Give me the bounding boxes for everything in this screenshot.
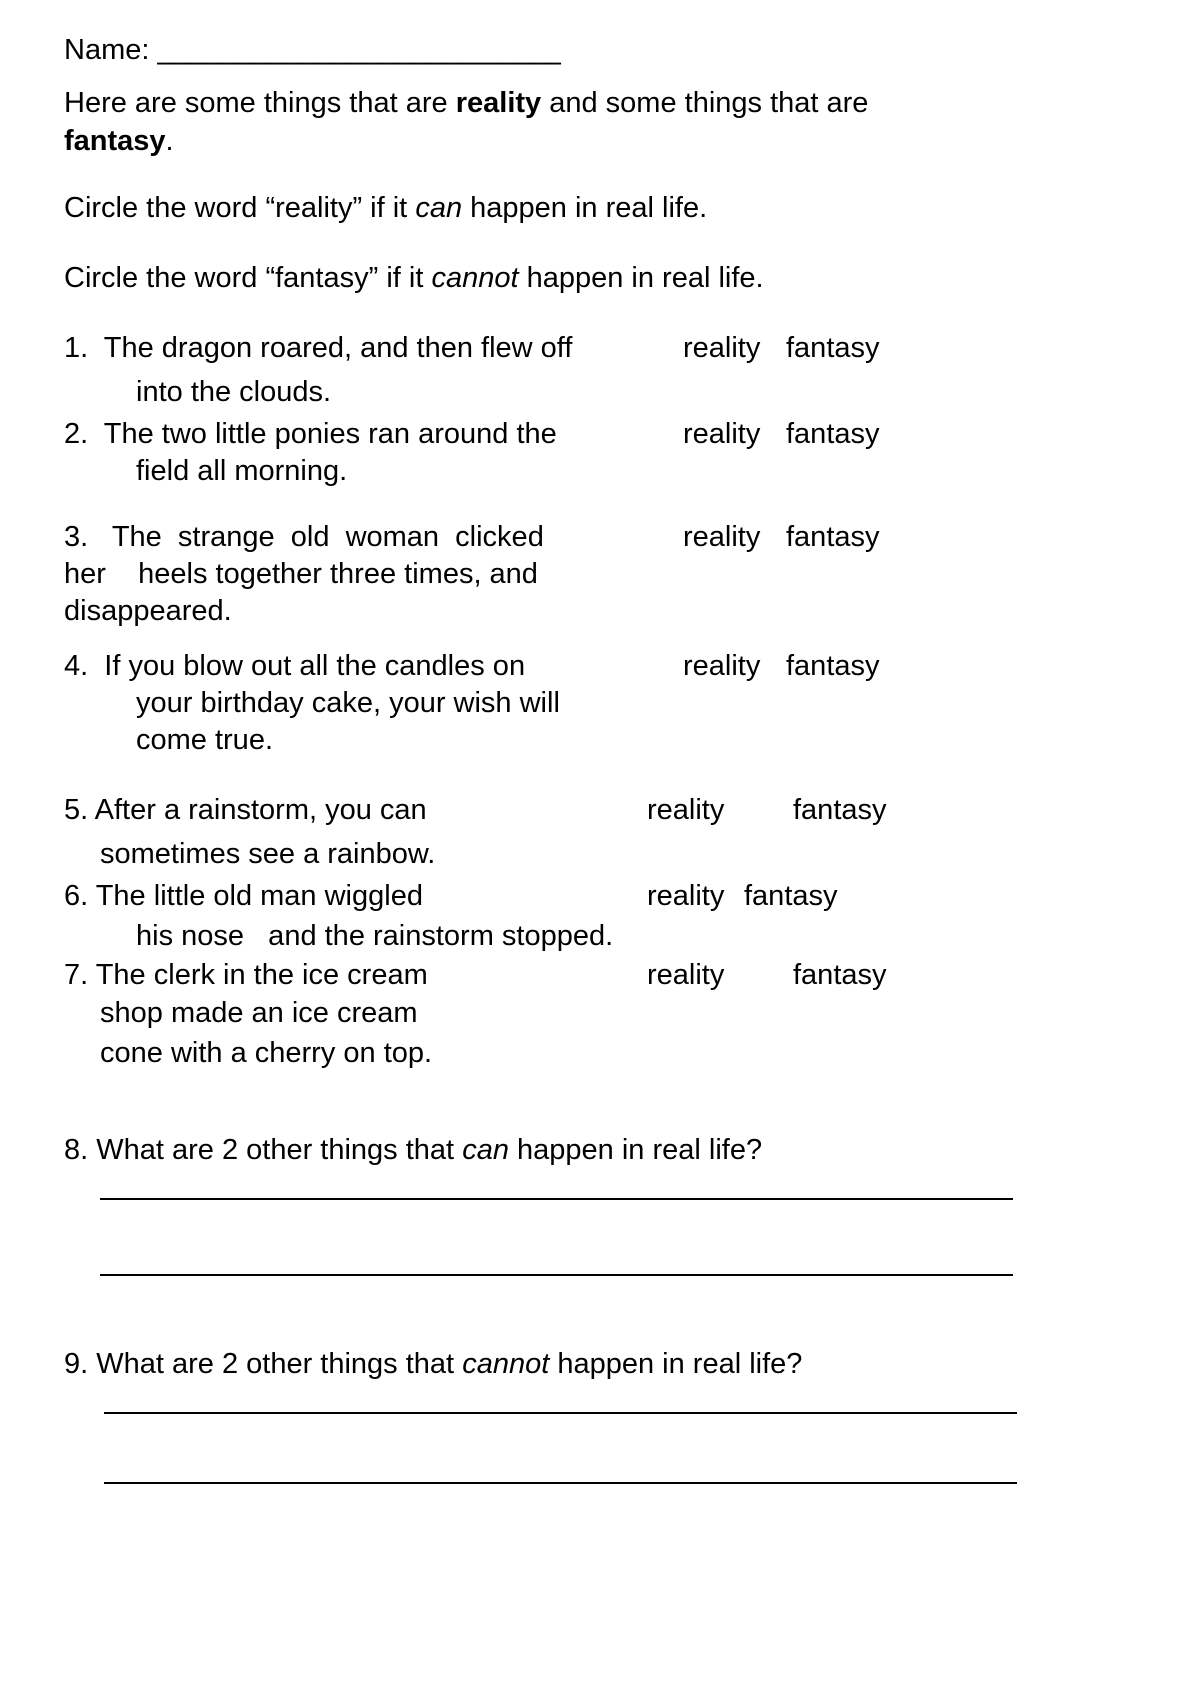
question-text: 6. The little old man wiggled <box>64 880 423 912</box>
intro-fantasy-word: fantasy <box>64 125 166 157</box>
question-text: disappeared. <box>64 595 232 627</box>
fantasy-choice[interactable]: fantasy <box>793 959 887 991</box>
question-text: happen in real life? <box>557 1348 803 1380</box>
question-text: sometimes see a rainbow. <box>100 838 436 870</box>
question-text: his nose and the rainstorm stopped. <box>136 920 614 952</box>
intro-line-2 <box>64 127 174 156</box>
reality-choice[interactable]: reality <box>683 650 761 682</box>
question-emphasis: cannot <box>462 1348 550 1380</box>
instruction-emphasis: can <box>415 192 463 224</box>
open-question-text <box>64 1136 762 1165</box>
intro-text-2: and some things that are <box>549 87 869 119</box>
question-text: cone with a cherry on top. <box>100 1037 433 1069</box>
reality-choice[interactable]: reality <box>683 418 761 450</box>
question-text: into the clouds. <box>136 376 332 408</box>
intro-period: . <box>165 125 174 157</box>
question-text: your birthday cake, your wish will <box>136 687 560 719</box>
answer-line[interactable] <box>104 1412 1017 1414</box>
instruction-emphasis: cannot <box>431 262 519 294</box>
name-label: Name: <box>64 34 150 66</box>
question-text: 4. If you blow out all the candles on <box>64 650 526 682</box>
instruction-reality <box>64 194 707 223</box>
answer-line[interactable] <box>104 1482 1017 1484</box>
reality-choice[interactable]: reality <box>683 332 761 364</box>
instruction-text: happen in real life. <box>526 262 764 294</box>
fantasy-choice[interactable]: fantasy <box>786 521 880 553</box>
instruction-text: Circle the word “reality” if it <box>64 192 408 224</box>
question-text: 5. After a rainstorm, you can <box>64 794 427 826</box>
question-text: her heels together three times, and <box>64 558 538 590</box>
reality-choice[interactable]: reality <box>647 880 725 912</box>
intro-line-1 <box>64 89 868 118</box>
fantasy-choice[interactable]: fantasy <box>786 418 880 450</box>
question-text: 8. What are 2 other things that <box>64 1134 455 1166</box>
question-emphasis: can <box>462 1134 509 1166</box>
answer-line[interactable] <box>100 1198 1013 1200</box>
question-text: happen in real life? <box>517 1134 763 1166</box>
answer-line[interactable] <box>100 1274 1013 1276</box>
reality-choice[interactable]: reality <box>647 794 725 826</box>
question-text: 3. The strange old woman clicked <box>64 521 544 553</box>
instruction-fantasy <box>64 264 764 293</box>
open-question-text <box>64 1350 802 1379</box>
fantasy-choice[interactable]: fantasy <box>786 332 880 364</box>
name-blank[interactable]: _________________________ <box>157 34 561 66</box>
intro-text: Here are some things that are <box>64 87 448 119</box>
instruction-text: happen in real life. <box>470 192 708 224</box>
fantasy-choice[interactable]: fantasy <box>744 880 838 912</box>
question-text: field all morning. <box>136 455 348 487</box>
question-text: 9. What are 2 other things that <box>64 1348 455 1380</box>
question-text: 2. The two little ponies ran around the <box>64 418 557 450</box>
instruction-text: Circle the word “fantasy” if it <box>64 262 424 294</box>
question-text: come true. <box>136 724 273 756</box>
fantasy-choice[interactable]: fantasy <box>786 650 880 682</box>
fantasy-choice[interactable]: fantasy <box>793 794 887 826</box>
reality-choice[interactable]: reality <box>647 959 725 991</box>
name-label-line <box>64 36 561 65</box>
question-text: 7. The clerk in the ice cream <box>64 959 428 991</box>
question-text: 1. The dragon roared, and then flew off <box>64 332 573 364</box>
reality-choice[interactable]: reality <box>683 521 761 553</box>
question-text: shop made an ice cream <box>100 997 418 1029</box>
intro-reality-word: reality <box>455 87 542 119</box>
